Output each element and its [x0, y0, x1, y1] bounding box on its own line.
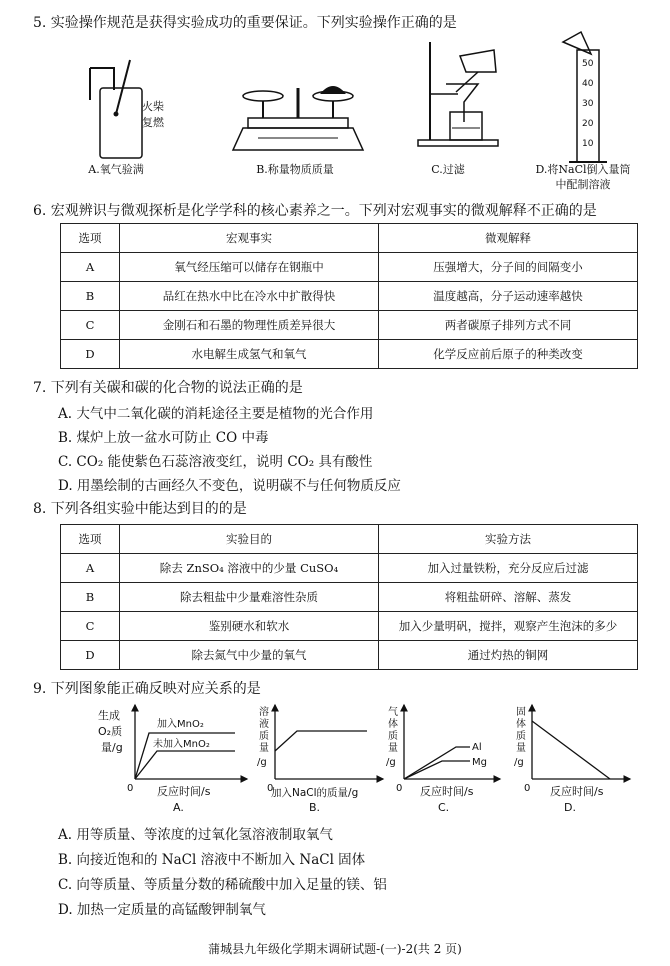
q8-stem: 8. 下列各组实验中能达到目的的是 — [33, 501, 247, 517]
y-axis-label: 量 — [259, 743, 269, 754]
graph-caption: B. — [309, 801, 321, 814]
graph-caption: D. — [564, 801, 576, 814]
q9-option-c: C. 向等质量、等质量分数的稀硫酸中加入足量的镁、铝 — [58, 877, 387, 893]
table-cell: C — [61, 311, 120, 340]
graph-caption: C. — [438, 801, 450, 814]
table-header-cell: 实验方法 — [379, 525, 638, 554]
table-cell: 将粗盐研碎、溶解、蒸发 — [379, 583, 638, 612]
y-axis-label: 量/g — [101, 741, 123, 754]
q5-caption-a: A.氧气验满 — [88, 163, 144, 176]
table-row — [61, 641, 638, 670]
q9-option-a: A. 用等质量、等浓度的过氧化氢溶液制取氧气 — [58, 827, 333, 843]
table-cell: 除去 ZnSO₄ 溶液中的少量 CuSO₄ — [120, 554, 379, 583]
table-cell: B — [61, 583, 120, 612]
table-cell: 加入过量铁粉，充分反应后过滤 — [379, 554, 638, 583]
y-axis-label: 固 — [516, 707, 526, 718]
q7-stem: 7. 下列有关碳和碳的化合物的说法正确的是 — [33, 380, 303, 396]
y-axis-label: 液 — [259, 719, 269, 730]
q9-stem: 9. 下列图象能正确反映对应关系的是 — [33, 681, 261, 697]
q5-figure-c — [416, 42, 506, 152]
y-axis-label: 气 — [388, 707, 398, 718]
table-cell: 氧气经压缩可以储存在钢瓶中 — [120, 253, 379, 282]
table-row — [61, 253, 638, 282]
q5-caption-b: B.称量物质质量 — [256, 163, 334, 176]
q5-d-mark: 30 — [582, 99, 594, 109]
q5-figure-a — [70, 60, 200, 170]
table-cell: 通过灼热的铜网 — [379, 641, 638, 670]
q9-graph-c — [382, 703, 512, 813]
table-header-row — [61, 224, 638, 253]
series-label: 未加入MnO₂ — [153, 739, 210, 750]
q5-caption-d2: 中配制溶液 — [555, 178, 611, 191]
q5-d-mark: 50 — [582, 59, 594, 69]
y-axis-label: /g — [514, 757, 524, 768]
y-axis-label: 质 — [516, 731, 526, 742]
q5-a-text2: 复燃 — [142, 116, 164, 129]
origin-label: 0 — [267, 783, 274, 794]
q9-graph-b — [255, 703, 395, 813]
table-row — [61, 583, 638, 612]
y-axis-label: O₂质 — [98, 725, 123, 738]
q9-option-b: B. 向接近饱和的 NaCl 溶液中不断加入 NaCl 固体 — [58, 852, 366, 868]
table-cell: 鉴别硬水和软水 — [120, 612, 379, 641]
q6-stem: 6. 宏观辨识与微观探析是化学学科的核心素养之一。下列对宏观事实的微观解释不正确的是 — [33, 203, 597, 219]
table-cell: 加入少量明矾，搅拌，观察产生泡沫的多少 — [379, 612, 638, 641]
table-cell: D — [61, 641, 120, 670]
table-header-cell: 宏观事实 — [120, 224, 379, 253]
q5-d-mark: 20 — [582, 119, 594, 129]
table-cell: 化学反应前后原子的种类改变 — [379, 340, 638, 369]
table-cell: 品红在热水中比在冷水中扩散得快 — [120, 282, 379, 311]
table-row — [61, 282, 638, 311]
table-cell: 两者碳原子排列方式不同 — [379, 311, 638, 340]
y-axis-label: /g — [257, 757, 267, 768]
table-cell: A — [61, 554, 120, 583]
series-line-without-mno2 — [135, 751, 235, 779]
q5-a-text1: 火柴 — [142, 100, 164, 113]
q7-option-a: A. 大气中二氧化碳的消耗途径主要是植物的光合作用 — [58, 406, 374, 422]
series-line-mg — [404, 761, 470, 779]
x-axis-label: 反应时间/s — [550, 785, 604, 798]
origin-label: 0 — [396, 783, 403, 794]
table-cell: A — [61, 253, 120, 282]
y-axis-label: 质 — [259, 731, 269, 742]
y-axis-label: 量 — [516, 743, 526, 754]
table-cell: 压强增大，分子间的间隔变小 — [379, 253, 638, 282]
table-cell: 温度越高，分子运动速率越快 — [379, 282, 638, 311]
series-line-solution-mass — [275, 731, 367, 751]
y-axis-label: 生成 — [98, 709, 120, 722]
graph-caption: A. — [173, 801, 184, 814]
y-axis-label: /g — [386, 757, 396, 768]
x-axis-label: 反应时间/s — [420, 785, 474, 798]
table-header-cell: 微观解释 — [379, 224, 638, 253]
q8-table — [60, 524, 638, 670]
y-axis-label: 量 — [388, 743, 398, 754]
table-cell: D — [61, 340, 120, 369]
table-header-cell: 选项 — [61, 224, 120, 253]
table-header-row — [61, 525, 638, 554]
table-row — [61, 554, 638, 583]
y-axis-label: 溶 — [259, 707, 269, 718]
q7-option-b: B. 煤炉上放一盆水可防止 CO 中毒 — [58, 430, 269, 446]
q7-option-c: C. CO₂ 能使紫色石蕊溶液变红，说明 CO₂ 具有酸性 — [58, 454, 373, 470]
table-cell: 除去氮气中少量的氧气 — [120, 641, 379, 670]
table-cell: 除去粗盐中少量难溶性杂质 — [120, 583, 379, 612]
q7-option-d: D. 用墨绘制的古画经久不变色，说明碳不与任何物质反应 — [58, 478, 401, 494]
origin-label: 0 — [524, 783, 531, 794]
q9-graph-d — [510, 703, 640, 813]
table-header-cell: 选项 — [61, 525, 120, 554]
q5-figure-d — [555, 30, 635, 170]
origin-label: 0 — [127, 783, 134, 794]
y-axis-label: 质 — [388, 731, 398, 742]
x-axis-label: 反应时间/s — [157, 785, 211, 798]
table-cell: B — [61, 282, 120, 311]
series-label: 加入MnO₂ — [157, 719, 204, 730]
table-row — [61, 311, 638, 340]
series-label: Mg — [472, 757, 487, 768]
q9-graph-a — [95, 703, 255, 813]
q9-option-d: D. 加热一定质量的高锰酸钾制氧气 — [58, 902, 266, 918]
series-label: Al — [472, 742, 482, 753]
table-header-cell: 实验目的 — [120, 525, 379, 554]
table-row — [61, 340, 638, 369]
q5-stem: 5. 实验操作规范是获得实验成功的重要保证。下列实验操作正确的是 — [33, 15, 457, 31]
series-line-solid-mass — [532, 721, 610, 779]
q5-caption-c: C.过滤 — [431, 163, 465, 176]
y-axis-label: 体 — [388, 719, 398, 730]
q5-d-mark: 10 — [582, 139, 594, 149]
table-cell: 金刚石和石墨的物理性质差异很大 — [120, 311, 379, 340]
y-axis-label: 体 — [516, 719, 526, 730]
x-axis-label: 加入NaCl的质量/g — [271, 787, 359, 799]
table-row — [61, 612, 638, 641]
q5-caption-d1: D.将NaCl倒入量筒 — [535, 163, 631, 176]
page-footer: 蒲城县九年级化学期末调研试题-(一)-2(共 2 页) — [208, 942, 462, 956]
table-cell: C — [61, 612, 120, 641]
q5-d-mark: 40 — [582, 79, 594, 89]
q6-table — [60, 223, 638, 369]
table-cell: 水电解生成氢气和氧气 — [120, 340, 379, 369]
